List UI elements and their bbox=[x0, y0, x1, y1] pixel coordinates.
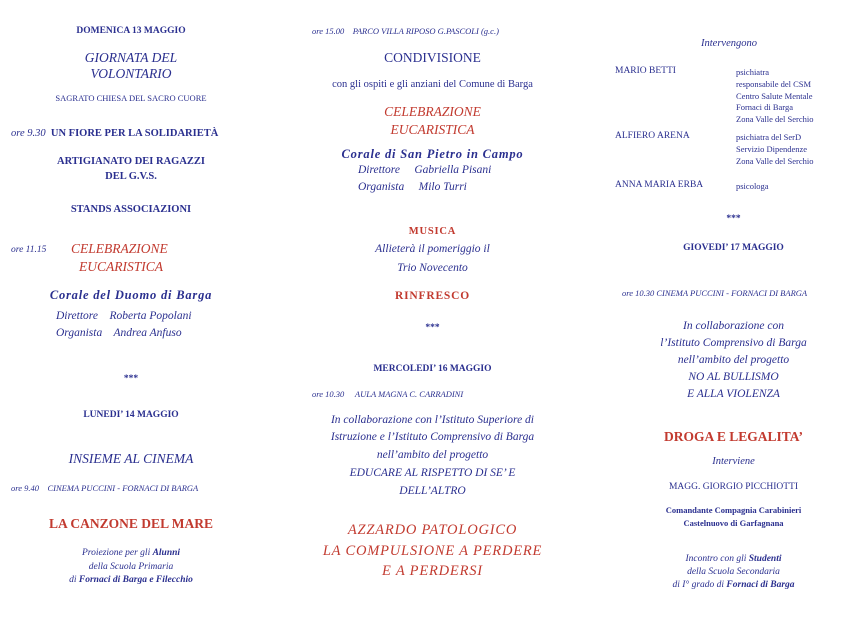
column-2 bbox=[300, 0, 565, 627]
speaker2-role-2: Servizio Dipendenze bbox=[736, 144, 808, 154]
command-line-1: Comandante Compagnia Carabinieri bbox=[665, 505, 802, 515]
column-1 bbox=[0, 0, 262, 627]
azzardo-line-3: E A PERDERSI bbox=[382, 563, 483, 579]
director2-name: Gabriella Pisani bbox=[414, 164, 492, 176]
time-1500: ore 15.00 bbox=[312, 26, 345, 36]
speaker1-role-4: Fornaci di Barga bbox=[736, 102, 793, 112]
organist-row bbox=[56, 327, 182, 339]
celebration2-line-2: EUCARISTICA bbox=[390, 122, 475, 137]
condivisione: CONDIVISIONE bbox=[384, 50, 481, 65]
date-thursday: GIOVEDI’ 17 MAGGIO bbox=[683, 243, 784, 253]
director-name: Roberta Popolani bbox=[109, 310, 192, 322]
choir-duomo: Corale del Duomo di Barga bbox=[49, 288, 213, 302]
date-wednesday: MERCOLEDI’ 16 MAGGIO bbox=[373, 364, 492, 374]
choir-san-pietro: Corale di San Pietro in Campo bbox=[341, 147, 524, 161]
incontro-line-1 bbox=[604, 554, 863, 564]
celebration2-line-1: CELEBRAZIONE bbox=[384, 104, 481, 119]
cinema-title: INSIEME AL CINEMA bbox=[68, 451, 194, 466]
director-row bbox=[56, 310, 192, 322]
collab2-line-5: DELL’ALTRO bbox=[399, 485, 466, 497]
music-line-2: Trio Novecento bbox=[397, 262, 468, 274]
celebration-line-1: CELEBRAZIONE bbox=[71, 241, 168, 256]
organist2-name: Milo Turri bbox=[418, 181, 467, 193]
separator3: *** bbox=[726, 214, 741, 224]
organist-name: Andrea Anfuso bbox=[113, 327, 182, 339]
time-940: ore 9.40 bbox=[11, 483, 40, 493]
time-1115: ore 11.15 bbox=[11, 245, 47, 255]
condivisione-sub: con gli ospiti e gli anziani del Comune di Barga bbox=[332, 79, 533, 90]
place-sagrato: SAGRATO CHIESA DEL SACRO CUORE bbox=[55, 93, 207, 103]
speaker2-name: ALFIERO ARENA bbox=[615, 131, 690, 141]
music-title: MUSICA bbox=[408, 226, 457, 237]
time-1030: ore 10.30 bbox=[312, 389, 345, 399]
title-line-1: GIORNATA DEL bbox=[84, 50, 178, 65]
director2-row bbox=[358, 164, 491, 176]
collab3-line-3: nell’ambito del progetto bbox=[677, 354, 790, 366]
event-fiore: UN FIORE PER LA SOLIDARIETÀ bbox=[50, 128, 219, 139]
projection-alunni: Alunni bbox=[152, 548, 181, 558]
azzardo-line-2: LA COMPULSIONE A PERDERE bbox=[322, 543, 543, 559]
projection-line-1 bbox=[0, 548, 262, 558]
collab3-line-1: In collaborazione con bbox=[683, 320, 784, 332]
organist-label: Organista bbox=[56, 327, 103, 339]
projection-text: Proiezione per gli bbox=[81, 548, 153, 558]
collab2-line-1: In collaborazione con l’Istituto Superiore di bbox=[330, 414, 535, 426]
artigianato-line-1: ARTIGIANATO DEI RAGAZZI bbox=[56, 156, 206, 167]
droga-title: DROGA E LEGALITA’ bbox=[663, 429, 804, 444]
projection-line-2: della Scuola Primaria bbox=[88, 562, 174, 572]
speaker1-role-2: responsabile del CSM bbox=[736, 79, 812, 89]
speaker1-role-5: Zona Valle del Serchio bbox=[736, 114, 814, 124]
director-label: Direttore bbox=[56, 310, 98, 322]
incontro-studenti: Studenti bbox=[748, 554, 782, 564]
speaker3-name: ANNA MARIA ERBA bbox=[615, 180, 704, 190]
director2-label: Direttore bbox=[358, 164, 400, 176]
separator: *** bbox=[123, 374, 139, 384]
column-3 bbox=[604, 0, 863, 627]
incontro-line-3 bbox=[604, 580, 863, 590]
speaker2-role-3: Zona Valle del Serchio bbox=[736, 156, 814, 166]
organist2-row bbox=[358, 181, 467, 193]
azzardo-line-1: AZZARDO PATOLOGICO bbox=[347, 522, 518, 538]
projection-di: di bbox=[69, 575, 79, 585]
film-title: LA CANZONE DEL MARE bbox=[49, 516, 213, 531]
interviene: Interviene bbox=[712, 456, 755, 467]
speaker3-role-1: psicologa bbox=[736, 181, 769, 191]
magg-name: MAGG. GIORGIO PICCHIOTTI bbox=[668, 482, 799, 492]
place-cinema: CINEMA PUCCINI - FORNACI DI BARGA bbox=[47, 483, 199, 493]
command-line-2: Castelnuovo di Garfagnana bbox=[683, 518, 784, 528]
incontro-line-2: della Scuola Secondaria bbox=[687, 567, 780, 577]
event-time-1030 bbox=[312, 389, 463, 399]
collab2-line-2: Istruzione e l’Istituto Comprensivo di Barga bbox=[330, 431, 535, 443]
collab2-line-4: EDUCARE AL RISPETTO DI SE’ E bbox=[349, 467, 516, 479]
intervengono: Intervengono bbox=[701, 38, 757, 49]
separator2: *** bbox=[425, 323, 440, 333]
collab2-line-3: nell’ambito del progetto bbox=[376, 449, 489, 461]
incontro-grado: di I° grado di bbox=[672, 580, 727, 590]
projection-line-3 bbox=[0, 575, 262, 585]
date-sunday: DOMENICA 13 MAGGIO bbox=[76, 26, 186, 36]
date-monday: LUNEDI’ 14 MAGGIO bbox=[83, 410, 179, 420]
event-time-940 bbox=[11, 483, 198, 493]
time-930: ore 9.30 bbox=[11, 128, 46, 139]
speaker1-name: MARIO BETTI bbox=[615, 66, 676, 76]
place-aula: AULA MAGNA C. CARRADINI bbox=[354, 389, 464, 399]
collab3-line-5: E ALLA VIOLENZA bbox=[687, 388, 780, 400]
collab3-line-4: NO AL BULLISMO bbox=[688, 371, 779, 383]
music-line-1: Allieterà il pomeriggio il bbox=[375, 243, 490, 255]
event-time-930 bbox=[11, 128, 218, 139]
event-time-1500 bbox=[312, 26, 499, 36]
artigianato-line-2: DEL G.V.S. bbox=[105, 171, 157, 182]
incontro-text: Incontro con gli bbox=[685, 554, 749, 564]
stands: STANDS ASSOCIAZIONI bbox=[70, 204, 192, 215]
event-time-1030-cinema: ore 10.30 CINEMA PUCCINI - FORNACI DI BARGA bbox=[622, 288, 808, 298]
incontro-fornaci: Fornaci di Barga bbox=[726, 580, 795, 590]
rinfresco: RINFRESCO bbox=[395, 290, 470, 302]
place-parco: PARCO VILLA RIPOSO G.PASCOLI (g.c.) bbox=[352, 26, 499, 36]
collab3-line-2: l’Istituto Comprensivo di Barga bbox=[660, 337, 807, 349]
speaker1-role-1: psichiatra bbox=[736, 67, 770, 77]
celebration-line-2: EUCARISTICA bbox=[79, 259, 163, 274]
speaker1-role-3: Centro Salute Mentale bbox=[736, 91, 813, 101]
projection-schools: Fornaci di Barga e Filecchio bbox=[78, 575, 193, 585]
organist2-label: Organista bbox=[358, 181, 405, 193]
title-line-2: VOLONTARIO bbox=[90, 66, 172, 81]
speaker2-role-1: psichiatra del SerD bbox=[736, 132, 802, 142]
